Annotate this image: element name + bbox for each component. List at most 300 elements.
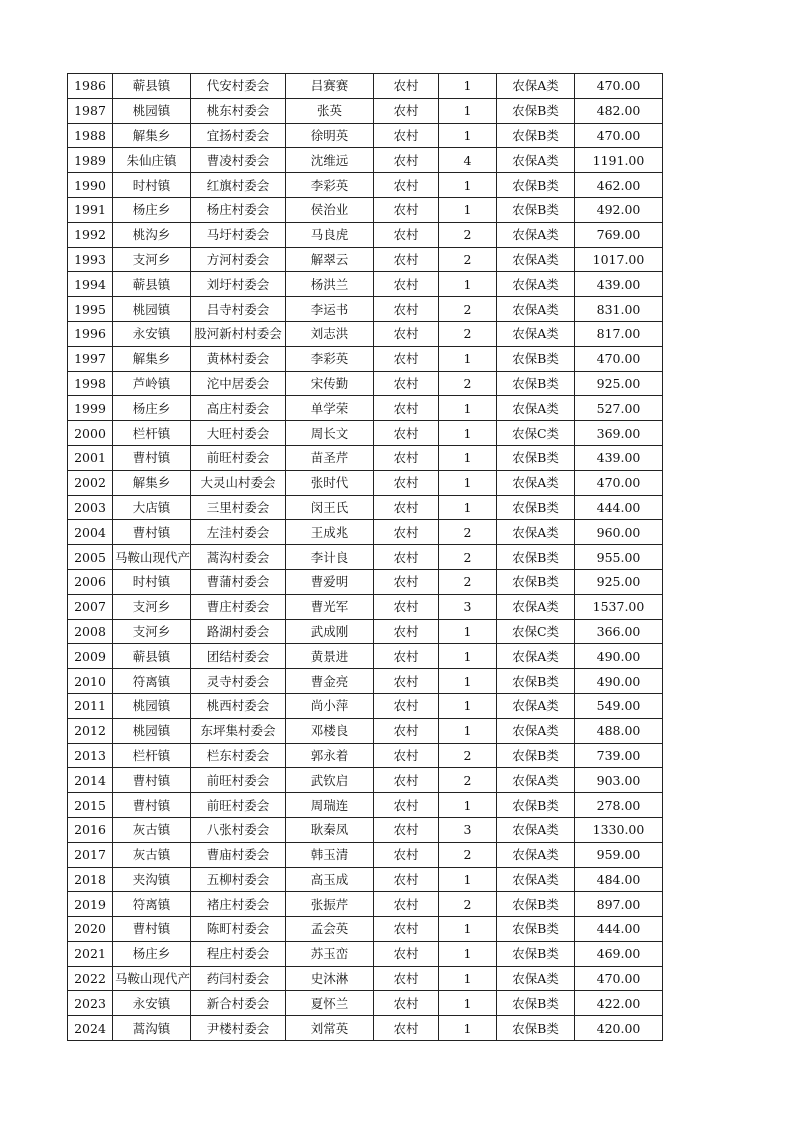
- name-cell: 闵王氏: [286, 495, 374, 520]
- area-cell: 农村: [374, 98, 439, 123]
- category-cell: 农保C类: [497, 421, 575, 446]
- category-cell: 农保B类: [497, 917, 575, 942]
- count-cell: 2: [439, 892, 497, 917]
- name-cell: 李运书: [286, 297, 374, 322]
- amount-cell: 490.00: [575, 644, 663, 669]
- area-cell: 农村: [374, 396, 439, 421]
- amount-cell: 1330.00: [575, 817, 663, 842]
- table-row: [68, 445, 663, 470]
- amount-cell: 420.00: [575, 1016, 663, 1041]
- amount-cell: 444.00: [575, 917, 663, 942]
- amount-cell: 739.00: [575, 743, 663, 768]
- village-cell: 灵寺村委会: [191, 669, 286, 694]
- village-cell: 尹楼村委会: [191, 1016, 286, 1041]
- area-cell: 农村: [374, 272, 439, 297]
- category-cell: 农保A类: [497, 817, 575, 842]
- area-cell: 农村: [374, 644, 439, 669]
- category-cell: 农保A类: [497, 594, 575, 619]
- category-cell: 农保A类: [497, 222, 575, 247]
- count-cell: 1: [439, 941, 497, 966]
- count-cell: 1: [439, 991, 497, 1016]
- category-cell: 农保A类: [497, 247, 575, 272]
- name-cell: 夏怀兰: [286, 991, 374, 1016]
- village-cell: 前旺村委会: [191, 793, 286, 818]
- count-cell: 1: [439, 197, 497, 222]
- area-cell: 农村: [374, 545, 439, 570]
- count-cell: 2: [439, 545, 497, 570]
- town-cell: 杨庄乡: [113, 197, 191, 222]
- town-cell: 灰古镇: [113, 842, 191, 867]
- id-cell: 2023: [68, 991, 113, 1016]
- id-cell: 1995: [68, 297, 113, 322]
- name-cell: 杨洪兰: [286, 272, 374, 297]
- id-cell: 2005: [68, 545, 113, 570]
- area-cell: 农村: [374, 371, 439, 396]
- town-cell: 永安镇: [113, 321, 191, 346]
- name-cell: 解翠云: [286, 247, 374, 272]
- amount-cell: 482.00: [575, 98, 663, 123]
- town-cell: 时村镇: [113, 173, 191, 198]
- id-cell: 1989: [68, 148, 113, 173]
- name-cell: 邓楼良: [286, 718, 374, 743]
- category-cell: 农保B类: [497, 545, 575, 570]
- table-row: [68, 718, 663, 743]
- count-cell: 1: [439, 669, 497, 694]
- id-cell: 2022: [68, 966, 113, 991]
- village-cell: 桃东村委会: [191, 98, 286, 123]
- id-cell: 2015: [68, 793, 113, 818]
- count-cell: 2: [439, 371, 497, 396]
- village-cell: 左洼村委会: [191, 520, 286, 545]
- town-cell: 桃沟乡: [113, 222, 191, 247]
- count-cell: 3: [439, 594, 497, 619]
- category-cell: 农保B类: [497, 569, 575, 594]
- amount-cell: 439.00: [575, 272, 663, 297]
- table-row: [68, 669, 663, 694]
- village-cell: 前旺村委会: [191, 768, 286, 793]
- count-cell: 1: [439, 693, 497, 718]
- table-row: [68, 817, 663, 842]
- table-row: [68, 941, 663, 966]
- count-cell: 1: [439, 495, 497, 520]
- amount-cell: 470.00: [575, 966, 663, 991]
- category-cell: 农保A类: [497, 272, 575, 297]
- town-cell: 栏杆镇: [113, 743, 191, 768]
- table-row: [68, 197, 663, 222]
- name-cell: 周长文: [286, 421, 374, 446]
- amount-cell: 490.00: [575, 669, 663, 694]
- village-cell: 褚庄村委会: [191, 892, 286, 917]
- category-cell: 农保B类: [497, 743, 575, 768]
- category-cell: 农保B类: [497, 1016, 575, 1041]
- count-cell: 1: [439, 445, 497, 470]
- area-cell: 农村: [374, 148, 439, 173]
- village-cell: 高庄村委会: [191, 396, 286, 421]
- village-cell: 桃西村委会: [191, 693, 286, 718]
- table-row: [68, 966, 663, 991]
- category-cell: 农保B类: [497, 173, 575, 198]
- id-cell: 1999: [68, 396, 113, 421]
- village-cell: 五柳村委会: [191, 867, 286, 892]
- name-cell: 马良虎: [286, 222, 374, 247]
- count-cell: 1: [439, 123, 497, 148]
- id-cell: 2003: [68, 495, 113, 520]
- table-row: [68, 594, 663, 619]
- area-cell: 农村: [374, 867, 439, 892]
- table-row: [68, 1016, 663, 1041]
- table-row: [68, 297, 663, 322]
- category-cell: 农保B类: [497, 123, 575, 148]
- amount-cell: 488.00: [575, 718, 663, 743]
- area-cell: 农村: [374, 892, 439, 917]
- village-cell: 刘圩村委会: [191, 272, 286, 297]
- amount-cell: 366.00: [575, 619, 663, 644]
- count-cell: 1: [439, 470, 497, 495]
- name-cell: 李彩英: [286, 173, 374, 198]
- id-cell: 1991: [68, 197, 113, 222]
- name-cell: 曹爱明: [286, 569, 374, 594]
- table-row: [68, 892, 663, 917]
- count-cell: 1: [439, 396, 497, 421]
- table-row: [68, 693, 663, 718]
- name-cell: 韩玉清: [286, 842, 374, 867]
- village-cell: 沱中居委会: [191, 371, 286, 396]
- town-cell: 支河乡: [113, 594, 191, 619]
- table-row: [68, 867, 663, 892]
- table-row: [68, 495, 663, 520]
- count-cell: 2: [439, 768, 497, 793]
- id-cell: 2006: [68, 569, 113, 594]
- count-cell: 1: [439, 867, 497, 892]
- amount-cell: 444.00: [575, 495, 663, 520]
- area-cell: 农村: [374, 768, 439, 793]
- count-cell: 4: [439, 148, 497, 173]
- category-cell: 农保B类: [497, 793, 575, 818]
- town-cell: 永安镇: [113, 991, 191, 1016]
- village-cell: 曹蒲村委会: [191, 569, 286, 594]
- town-cell: 芦岭镇: [113, 371, 191, 396]
- id-cell: 2019: [68, 892, 113, 917]
- table-row: [68, 346, 663, 371]
- amount-cell: 484.00: [575, 867, 663, 892]
- area-cell: 农村: [374, 718, 439, 743]
- table-row: [68, 619, 663, 644]
- name-cell: 王成兆: [286, 520, 374, 545]
- town-cell: 解集乡: [113, 123, 191, 148]
- name-cell: 苏玉峦: [286, 941, 374, 966]
- town-cell: 马鞍山现代产: [113, 966, 191, 991]
- amount-cell: 897.00: [575, 892, 663, 917]
- amount-cell: 955.00: [575, 545, 663, 570]
- table-row: [68, 173, 663, 198]
- id-cell: 2014: [68, 768, 113, 793]
- village-cell: 吕寺村委会: [191, 297, 286, 322]
- id-cell: 1988: [68, 123, 113, 148]
- village-cell: 蒿沟村委会: [191, 545, 286, 570]
- amount-cell: 492.00: [575, 197, 663, 222]
- amount-cell: 925.00: [575, 371, 663, 396]
- area-cell: 农村: [374, 222, 439, 247]
- area-cell: 农村: [374, 520, 439, 545]
- town-cell: 符离镇: [113, 669, 191, 694]
- area-cell: 农村: [374, 123, 439, 148]
- village-cell: 大灵山村委会: [191, 470, 286, 495]
- category-cell: 农保A类: [497, 966, 575, 991]
- count-cell: 1: [439, 98, 497, 123]
- name-cell: 张时代: [286, 470, 374, 495]
- id-cell: 2000: [68, 421, 113, 446]
- category-cell: 农保A类: [497, 867, 575, 892]
- category-cell: 农保B类: [497, 98, 575, 123]
- name-cell: 单学荣: [286, 396, 374, 421]
- id-cell: 2024: [68, 1016, 113, 1041]
- count-cell: 2: [439, 321, 497, 346]
- name-cell: 武成刚: [286, 619, 374, 644]
- category-cell: 农保A类: [497, 470, 575, 495]
- count-cell: 1: [439, 272, 497, 297]
- table-row: [68, 470, 663, 495]
- table-row: [68, 569, 663, 594]
- id-cell: 2001: [68, 445, 113, 470]
- town-cell: 蕲县镇: [113, 272, 191, 297]
- id-cell: 1986: [68, 74, 113, 99]
- area-cell: 农村: [374, 817, 439, 842]
- amount-cell: 769.00: [575, 222, 663, 247]
- village-cell: 栏东村委会: [191, 743, 286, 768]
- area-cell: 农村: [374, 569, 439, 594]
- category-cell: 农保B类: [497, 991, 575, 1016]
- village-cell: 曹凌村委会: [191, 148, 286, 173]
- area-cell: 农村: [374, 1016, 439, 1041]
- count-cell: 1: [439, 917, 497, 942]
- amount-cell: 831.00: [575, 297, 663, 322]
- area-cell: 农村: [374, 991, 439, 1016]
- area-cell: 农村: [374, 421, 439, 446]
- id-cell: 2017: [68, 842, 113, 867]
- name-cell: 刘志洪: [286, 321, 374, 346]
- count-cell: 2: [439, 297, 497, 322]
- town-cell: 桃园镇: [113, 718, 191, 743]
- area-cell: 农村: [374, 297, 439, 322]
- category-cell: 农保A类: [497, 644, 575, 669]
- amount-cell: 470.00: [575, 74, 663, 99]
- amount-cell: 925.00: [575, 569, 663, 594]
- name-cell: 黄景进: [286, 644, 374, 669]
- id-cell: 1997: [68, 346, 113, 371]
- amount-cell: 369.00: [575, 421, 663, 446]
- category-cell: 农保B类: [497, 445, 575, 470]
- amount-cell: 817.00: [575, 321, 663, 346]
- count-cell: 2: [439, 222, 497, 247]
- town-cell: 曹村镇: [113, 768, 191, 793]
- amount-cell: 462.00: [575, 173, 663, 198]
- village-cell: 三里村委会: [191, 495, 286, 520]
- name-cell: 李计良: [286, 545, 374, 570]
- id-cell: 2021: [68, 941, 113, 966]
- amount-cell: 422.00: [575, 991, 663, 1016]
- area-cell: 农村: [374, 197, 439, 222]
- count-cell: 1: [439, 173, 497, 198]
- count-cell: 1: [439, 619, 497, 644]
- area-cell: 农村: [374, 470, 439, 495]
- town-cell: 马鞍山现代产: [113, 545, 191, 570]
- table-row: [68, 545, 663, 570]
- name-cell: 武钦启: [286, 768, 374, 793]
- table-row: [68, 371, 663, 396]
- table-row: [68, 743, 663, 768]
- id-cell: 2013: [68, 743, 113, 768]
- count-cell: 1: [439, 966, 497, 991]
- id-cell: 1996: [68, 321, 113, 346]
- count-cell: 1: [439, 346, 497, 371]
- category-cell: 农保A类: [497, 768, 575, 793]
- id-cell: 2009: [68, 644, 113, 669]
- category-cell: 农保A类: [497, 718, 575, 743]
- category-cell: 农保A类: [497, 520, 575, 545]
- village-cell: 程庄村委会: [191, 941, 286, 966]
- amount-cell: 470.00: [575, 123, 663, 148]
- amount-cell: 278.00: [575, 793, 663, 818]
- town-cell: 桃园镇: [113, 693, 191, 718]
- amount-cell: 1191.00: [575, 148, 663, 173]
- town-cell: 灰古镇: [113, 817, 191, 842]
- name-cell: 张英: [286, 98, 374, 123]
- village-cell: 股河新村村委会: [191, 321, 286, 346]
- table-row: [68, 247, 663, 272]
- village-cell: 东坪集村委会: [191, 718, 286, 743]
- category-cell: 农保C类: [497, 619, 575, 644]
- town-cell: 大店镇: [113, 495, 191, 520]
- count-cell: 1: [439, 718, 497, 743]
- table-row: [68, 148, 663, 173]
- town-cell: 夹沟镇: [113, 867, 191, 892]
- area-cell: 农村: [374, 693, 439, 718]
- area-cell: 农村: [374, 743, 439, 768]
- category-cell: 农保A类: [497, 148, 575, 173]
- count-cell: 2: [439, 743, 497, 768]
- id-cell: 2008: [68, 619, 113, 644]
- id-cell: 2016: [68, 817, 113, 842]
- name-cell: 周瑞连: [286, 793, 374, 818]
- area-cell: 农村: [374, 495, 439, 520]
- town-cell: 曹村镇: [113, 520, 191, 545]
- category-cell: 农保B类: [497, 892, 575, 917]
- table-row: [68, 396, 663, 421]
- area-cell: 农村: [374, 917, 439, 942]
- table-row: [68, 321, 663, 346]
- category-cell: 农保B类: [497, 371, 575, 396]
- count-cell: 3: [439, 817, 497, 842]
- town-cell: 杨庄乡: [113, 396, 191, 421]
- id-cell: 1992: [68, 222, 113, 247]
- town-cell: 支河乡: [113, 247, 191, 272]
- village-cell: 方河村委会: [191, 247, 286, 272]
- name-cell: 吕赛赛: [286, 74, 374, 99]
- town-cell: 符离镇: [113, 892, 191, 917]
- name-cell: 曹金亮: [286, 669, 374, 694]
- id-cell: 2010: [68, 669, 113, 694]
- village-cell: 红旗村委会: [191, 173, 286, 198]
- amount-cell: 439.00: [575, 445, 663, 470]
- town-cell: 蕲县镇: [113, 644, 191, 669]
- village-cell: 八张村委会: [191, 817, 286, 842]
- table-row: [68, 917, 663, 942]
- category-cell: 农保A类: [497, 74, 575, 99]
- village-cell: 药闫村委会: [191, 966, 286, 991]
- name-cell: 孟会英: [286, 917, 374, 942]
- id-cell: 1990: [68, 173, 113, 198]
- count-cell: 2: [439, 842, 497, 867]
- id-cell: 1993: [68, 247, 113, 272]
- name-cell: 李彩英: [286, 346, 374, 371]
- name-cell: 沈维远: [286, 148, 374, 173]
- village-cell: 曹庄村委会: [191, 594, 286, 619]
- area-cell: 农村: [374, 74, 439, 99]
- table-row: [68, 123, 663, 148]
- area-cell: 农村: [374, 173, 439, 198]
- area-cell: 农村: [374, 669, 439, 694]
- town-cell: 朱仙庄镇: [113, 148, 191, 173]
- village-cell: 路湖村委会: [191, 619, 286, 644]
- area-cell: 农村: [374, 966, 439, 991]
- id-cell: 1987: [68, 98, 113, 123]
- village-cell: 曹庙村委会: [191, 842, 286, 867]
- id-cell: 2018: [68, 867, 113, 892]
- category-cell: 农保B类: [497, 197, 575, 222]
- category-cell: 农保B类: [497, 346, 575, 371]
- village-cell: 新合村委会: [191, 991, 286, 1016]
- id-cell: 2007: [68, 594, 113, 619]
- table-row: [68, 421, 663, 446]
- town-cell: 桃园镇: [113, 297, 191, 322]
- name-cell: 高玉成: [286, 867, 374, 892]
- category-cell: 农保A类: [497, 842, 575, 867]
- village-cell: 黄林村委会: [191, 346, 286, 371]
- table-row: [68, 272, 663, 297]
- count-cell: 2: [439, 247, 497, 272]
- count-cell: 2: [439, 520, 497, 545]
- count-cell: 1: [439, 74, 497, 99]
- amount-cell: 470.00: [575, 346, 663, 371]
- table-row: [68, 74, 663, 99]
- count-cell: 2: [439, 569, 497, 594]
- village-cell: 马圩村委会: [191, 222, 286, 247]
- village-cell: 宜扬村委会: [191, 123, 286, 148]
- count-cell: 1: [439, 1016, 497, 1041]
- name-cell: 张振芹: [286, 892, 374, 917]
- name-cell: 宋传勤: [286, 371, 374, 396]
- id-cell: 2011: [68, 693, 113, 718]
- amount-cell: 959.00: [575, 842, 663, 867]
- name-cell: 史沐淋: [286, 966, 374, 991]
- category-cell: 农保A类: [497, 396, 575, 421]
- count-cell: 1: [439, 644, 497, 669]
- village-cell: 代安村委会: [191, 74, 286, 99]
- id-cell: 2012: [68, 718, 113, 743]
- town-cell: 杨庄乡: [113, 941, 191, 966]
- id-cell: 1994: [68, 272, 113, 297]
- area-cell: 农村: [374, 941, 439, 966]
- village-cell: 大旺村委会: [191, 421, 286, 446]
- id-cell: 2020: [68, 917, 113, 942]
- area-cell: 农村: [374, 793, 439, 818]
- town-cell: 解集乡: [113, 346, 191, 371]
- id-cell: 1998: [68, 371, 113, 396]
- town-cell: 蒿沟镇: [113, 1016, 191, 1041]
- village-cell: 前旺村委会: [191, 445, 286, 470]
- area-cell: 农村: [374, 619, 439, 644]
- amount-cell: 470.00: [575, 470, 663, 495]
